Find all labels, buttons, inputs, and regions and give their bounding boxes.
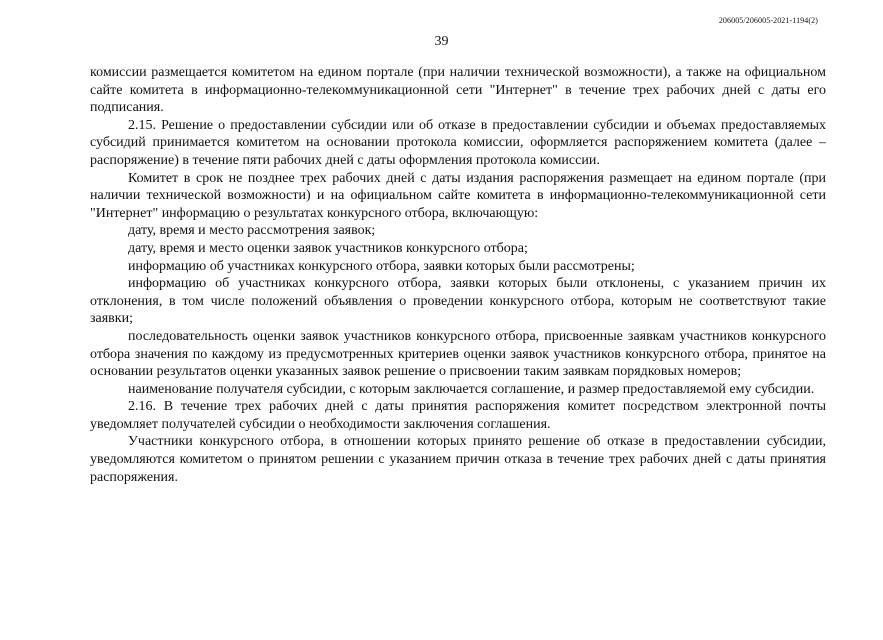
page-number: 39 (434, 34, 449, 49)
paragraph-refusal-notice: Участники конкурсного отбора, в отношении которых принято решение об отказе в предоставлении субсидии, уведомляются комитетом о принятом решении с указанием причин отказа в течение трех рабочих дней с даты принятия распоряжения. (90, 434, 826, 485)
document-code: 206005/206005-2021-1194(2) (718, 16, 818, 25)
list-item: наименование получателя субсидии, с которым заключается соглашение, и размер предоставляемой ему субсидии. (128, 381, 815, 397)
document-body (90, 64, 826, 486)
list-item: дату, время и место оценки заявок участников конкурсного отбора; (128, 240, 528, 256)
list-item: последовательность оценки заявок участников конкурсного отбора, присвоенные заявкам участников конкурсного отбора значения по каждому из предусмотренных критериев оценки заявок участников конкурсного отбора, принятое на основании результатов оценки указанных заявок решение о присвоении таким заявкам порядковых номеров; (90, 328, 826, 380)
paragraph-2-15: 2.15. Решение о предоставлении субсидии или об отказе в предоставлении субсидии и объемах предоставляемых субсидий принимается комитетом на основании протокола комиссии, оформляется распоряжением комитета (далее – распоряжение) в течение пяти рабочих дней с даты оформления протокола комиссии. (90, 117, 826, 168)
paragraph-2-16: 2.16. В течение трех рабочих дней с даты принятия распоряжения комитет посредством электронной почты уведомляет получателей субсидии о необходимости заключения соглашения. (90, 399, 826, 432)
list-item: дату, время и место рассмотрения заявок; (128, 223, 376, 239)
list-item: информацию об участниках конкурсного отбора, заявки которых были рассмотрены; (128, 258, 635, 274)
paragraph-results-publication: Комитет в срок не позднее трех рабочих дней с даты издания распоряжения размещает на едином портале (при наличии технической возможности) и на официальном сайте комитета в информационно-телекоммуникационной сети "Интернет" информацию о результатах конкурсного отбора, включающую: (90, 170, 826, 221)
list-item: информацию об участниках конкурсного отбора, заявки которых были отклонены, с указанием причин их отклонения, в том числе положений объявления о проведении конкурсного отбора, которым не соответствуют такие заявки; (90, 276, 826, 327)
paragraph-continuation: комиссии размещается комитетом на едином портале (при наличии технической возможности), а также на официальном сайте комитета в информационно-телекоммуникационной сети "Интернет" в течение трех рабочих дней с даты его подписания. (90, 65, 826, 116)
